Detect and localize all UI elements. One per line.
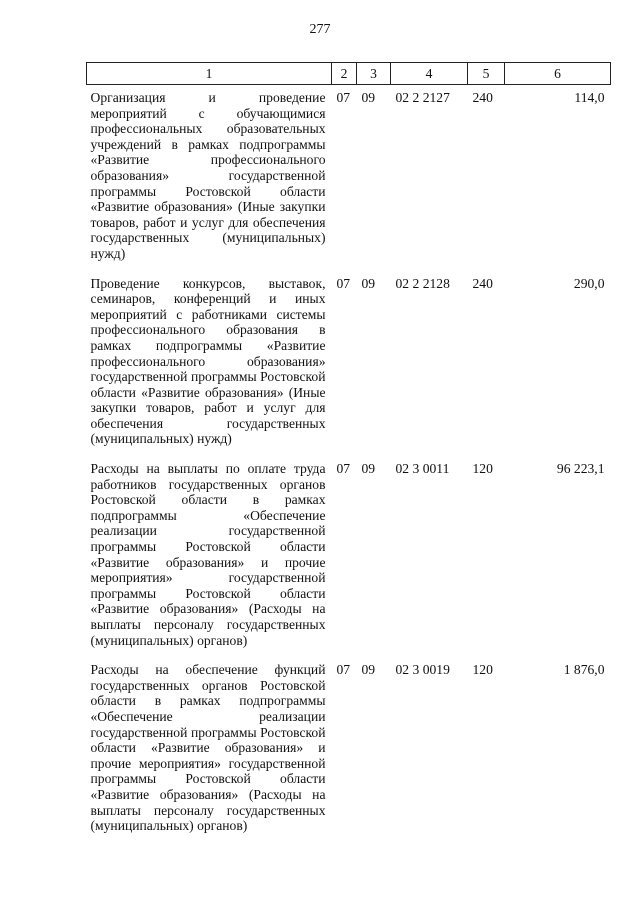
table-row <box>87 271 611 457</box>
table-row <box>87 657 611 843</box>
table-row <box>87 85 611 271</box>
header-col-2: 2 <box>332 63 357 85</box>
row-description: Расходы на обеспечение функций государственных органов Ростовской области в рамках подпрограммы «Обеспечение реализации государственной программы Ростовской области «Развитие образования» и прочие мероприятия» государственной программы Ростовской области «Развитие образования» (Расходы на выплаты персоналу государственных (муниципальных) органов) <box>90 662 326 834</box>
row-subsection-code: 09 <box>361 275 376 291</box>
row-expense-type: 120 <box>472 662 493 678</box>
page-number: 277 <box>309 22 331 37</box>
row-target-article: 02 2 2127 <box>395 90 450 105</box>
row-description: Организация и проведение мероприятий с обучающимися профессиональных образовательных учреждений в рамках подпрограммы «Развитие профессионального образования» государственной программы Ростовской области «Развитие образования» (Иные закупки товаров, работ и услуг для обеспечения государственных (муниципальных) нужд) <box>90 90 326 261</box>
row-description: Проведение конкурсов, выставок, семинаров, конференций и иных мероприятий с работниками системы профессионального образования в рамках подпрограммы «Развитие профессионального образования» государственной программы Ростовской области «Развитие образования» (Иные закупки товаров, работ и услуг для обеспечения государственных (муниципальных) нужд) <box>90 275 326 447</box>
row-section-code: 07 <box>336 662 351 678</box>
row-expense-type: 120 <box>472 461 493 477</box>
row-amount: 290,0 <box>573 275 605 291</box>
header-col-3: 3 <box>357 63 391 85</box>
row-section-code: 07 <box>336 90 351 105</box>
header-col-4: 4 <box>391 63 468 85</box>
row-amount: 114,0 <box>574 90 605 105</box>
header-col-5: 5 <box>468 63 505 85</box>
table-body <box>87 85 611 843</box>
row-expense-type: 240 <box>472 90 493 105</box>
row-subsection-code: 09 <box>361 90 376 105</box>
row-target-article: 02 3 0019 <box>395 662 450 678</box>
table-row <box>87 456 611 657</box>
row-amount: 1 876,0 <box>563 662 605 678</box>
table-header <box>87 63 611 85</box>
header-col-6: 6 <box>505 63 611 85</box>
row-expense-type: 240 <box>472 275 493 291</box>
row-target-article: 02 3 0011 <box>395 461 450 477</box>
row-subsection-code: 09 <box>361 461 376 477</box>
row-description: Расходы на выплаты по оплате труда работников государственных органов Ростовской области в рамках подпрограммы «Обеспечение реализации государственной программы Ростовской области «Развитие образования» и прочие мероприятия» государственной программы Ростовской области «Развитие образования» (Расходы на выплаты персоналу государственных (муниципальных) органов) <box>90 461 326 648</box>
budget-table <box>86 62 611 843</box>
header-row <box>87 63 611 85</box>
row-target-article: 02 2 2128 <box>395 275 450 291</box>
header-col-1: 1 <box>87 63 332 85</box>
row-section-code: 07 <box>336 275 351 291</box>
row-amount: 96 223,1 <box>556 461 605 477</box>
row-section-code: 07 <box>336 461 351 477</box>
row-subsection-code: 09 <box>361 662 376 678</box>
